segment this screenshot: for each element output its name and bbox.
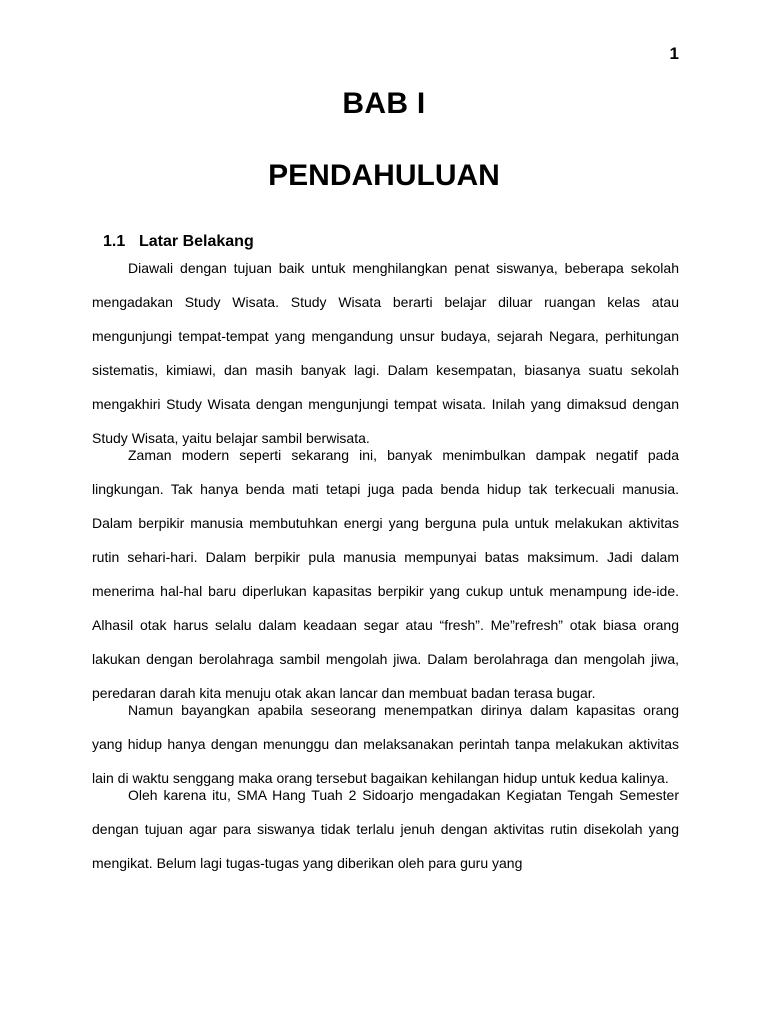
paragraph-text: Zaman modern seperti sekarang ini, banyak menimbulkan dampak negatif pada lingkungan. Tak hanya benda mati tetapi juga pada benda hidup tak terkecuali manusia. Dalam berpikir manusia membutuhkan energi yang berguna pula untuk melakukan aktivitas rutin sehari-hari. Dalam berpikir pula manusia mempunyai batas maksimum. Jadi dalam menerima hal-hal baru diperlukan kapasitas berpikir yang cukup untuk menampung ide-ide. Alhasil otak harus selalu dalam keadaan segar atau “fresh”. Me”refresh” otak biasa orang lakukan dengan berolahraga sambil mengolah jiwa. Dalam berolahraga dan mengolah jiwa, peredaran darah kita menuju otak akan lancar dan membuat badan terasa bugar. [92, 447, 679, 701]
section-heading [103, 233, 254, 251]
section-title: Latar Belakang [139, 233, 254, 250]
chapter-heading: BAB I [342, 87, 426, 120]
page-number: 1 [669, 44, 679, 63]
paragraph-text: Namun bayangkan apabila seseorang menempatkan dirinya dalam kapasitas orang yang hidup hanya dengan menunggu dan melaksanakan perintah tanpa melakukan aktivitas lain di waktu senggang maka orang tersebut bagaikan kehilangan hidup untuk kedua kalinya. [92, 702, 679, 786]
body-text [92, 251, 679, 880]
section-number: 1.1 [103, 233, 126, 250]
paragraph-text: Diawali dengan tujuan baik untuk menghilangkan penat siswanya, beberapa sekolah mengadakan Study Wisata. Study Wisata berarti belajar diluar ruangan kelas atau mengunjungi tempat-tempat yang mengandung unsur budaya, sejarah Negara, perhitungan sistematis, kimiawi, dan masih banyak lagi. Dalam kesempatan, biasanya suatu sekolah mengakhiri Study Wisata dengan mengunjungi tempat wisata. Inilah yang dimaksud dengan Study Wisata, yaitu belajar sambil berwisata. [92, 260, 679, 446]
paragraph-4 [92, 778, 679, 880]
chapter-title: PENDAHULUAN [268, 159, 500, 192]
paragraph-1 [92, 251, 679, 455]
paragraph-text: Oleh karena itu, SMA Hang Tuah 2 Sidoarjo mengadakan Kegiatan Tengah Semester dengan tujuan agar para siswanya tidak terlalu jenuh dengan aktivitas rutin disekolah yang mengikat. Belum lagi tugas-tugas yang diberikan oleh para guru yang [92, 787, 679, 871]
paragraph-2 [92, 438, 679, 710]
